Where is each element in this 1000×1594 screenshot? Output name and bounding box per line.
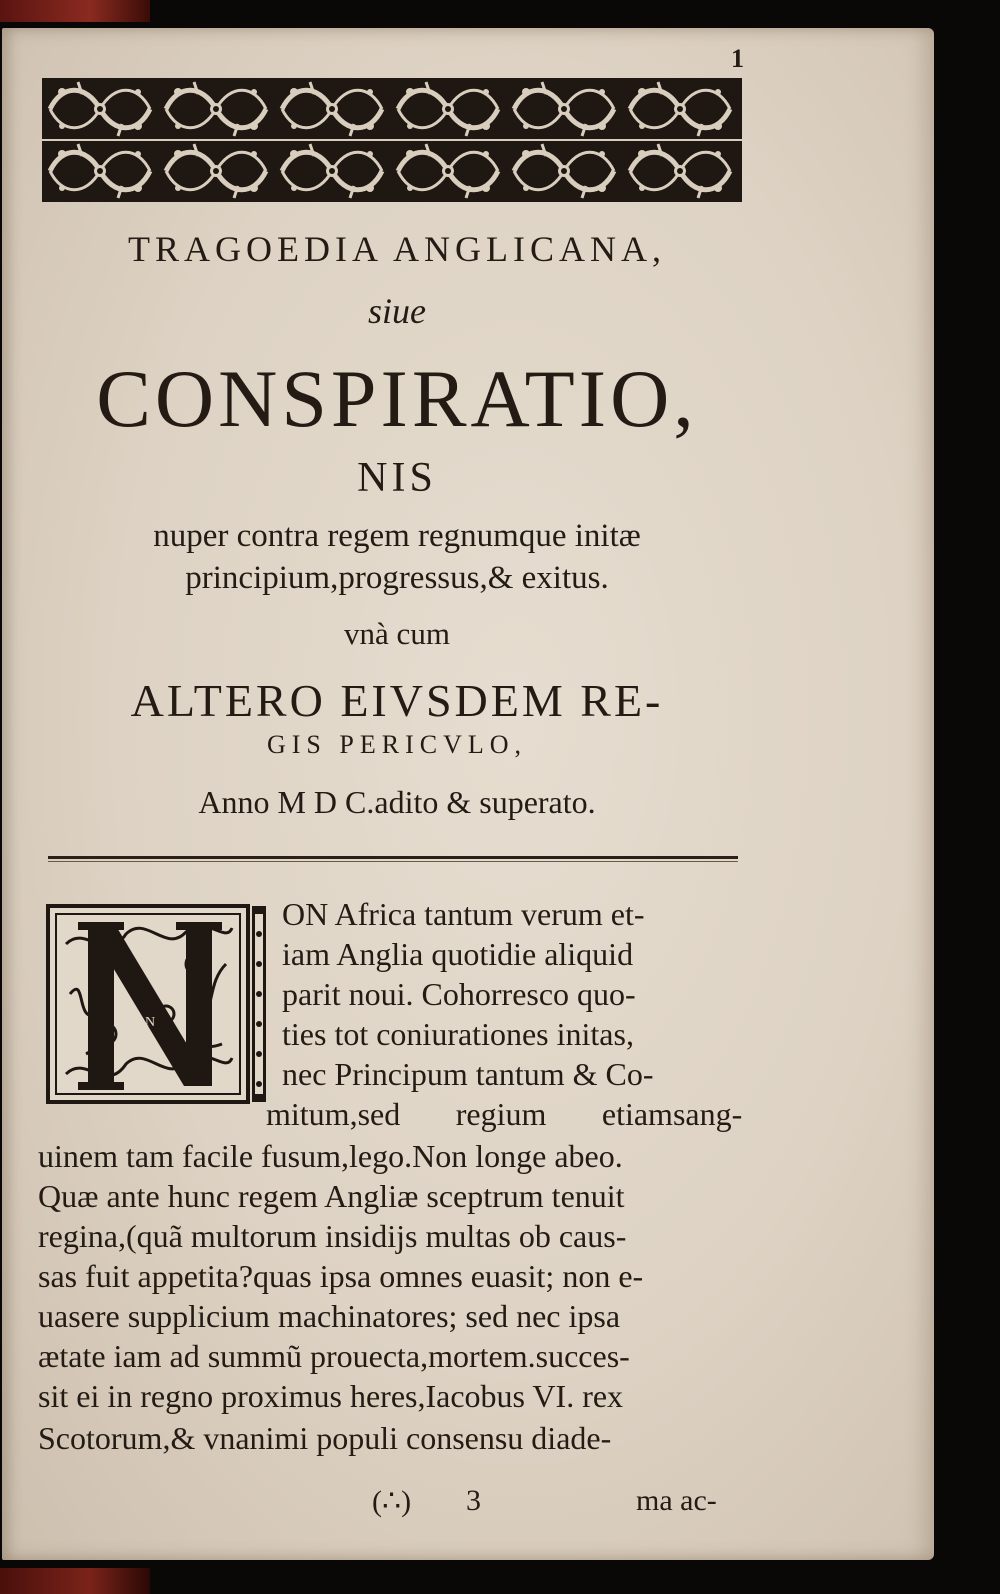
body-text-line: ties tot coniurationes initas, [282,1016,634,1052]
main-title-continuation: NIS [357,455,437,501]
book-page [2,28,934,1560]
decorated-initial-letter [46,904,268,1104]
body-text-line: nec Principum tantum & Co- [282,1056,654,1092]
body-text-line: ætate iam ad summũ prouecta,mortem.succes- [38,1338,630,1374]
body-text-line: sas fuit appetita?quas ipsa omnes euasit; non e- [38,1258,644,1294]
initial-letter-glyph: N [144,1015,156,1030]
title-conjunction: siue [368,291,426,331]
date-line: Anno M D C.adito & superato. [198,784,596,820]
body-text-line: sit ei in regno proximus heres,Iacobus VI. rex [38,1378,624,1414]
body-text-line: parit noui. Cohorresco quo- [282,976,636,1012]
ornamental-headpiece [42,78,742,202]
signature-number: 3 [466,1484,481,1517]
signature-mark: (∴) [372,1485,412,1518]
body-text-line: regina,(quã multorum insidijs multas ob caus- [38,1218,627,1254]
body-text-line: Scotorum,& vnanimi populi consensu diade- [38,1420,612,1456]
page-number: 1 [731,44,744,73]
title-line: TRAGOEDIA ANGLICANA, [128,229,666,269]
horizontal-rule-thin [48,861,738,862]
body-text-line: uasere supplicium machinatores; sed nec ipsa [38,1298,621,1334]
subtitle-line: principium,progressus,& exitus. [185,560,609,596]
main-title: CONSPIRATIO, [96,353,698,444]
body-text-line: mitum,sed regium etiamsang- [266,1096,743,1132]
body-text-line: uinem tam facile fusum,lego.Non longe abeo. [38,1138,623,1174]
catchword: ma ac- [636,1484,717,1517]
body-text-line: Quæ ante hunc regem Angliæ sceptrum tenuit [38,1178,625,1214]
horizontal-rule [48,856,738,859]
subtitle-line: nuper contra regem regnumque initæ [153,518,641,554]
secondary-title-continuation: GIS PERICVLO, [266,730,527,759]
body-text-line: iam Anglia quotidie aliquid [282,936,634,972]
subtitle-conjunction: vnà cum [344,616,450,651]
secondary-title: ALTERO EIVSDEM RE- [130,675,664,726]
binding-edge-top [0,0,150,22]
binding-edge-bottom [0,1568,150,1594]
body-text-line: ON Africa tantum verum et- [282,896,645,932]
